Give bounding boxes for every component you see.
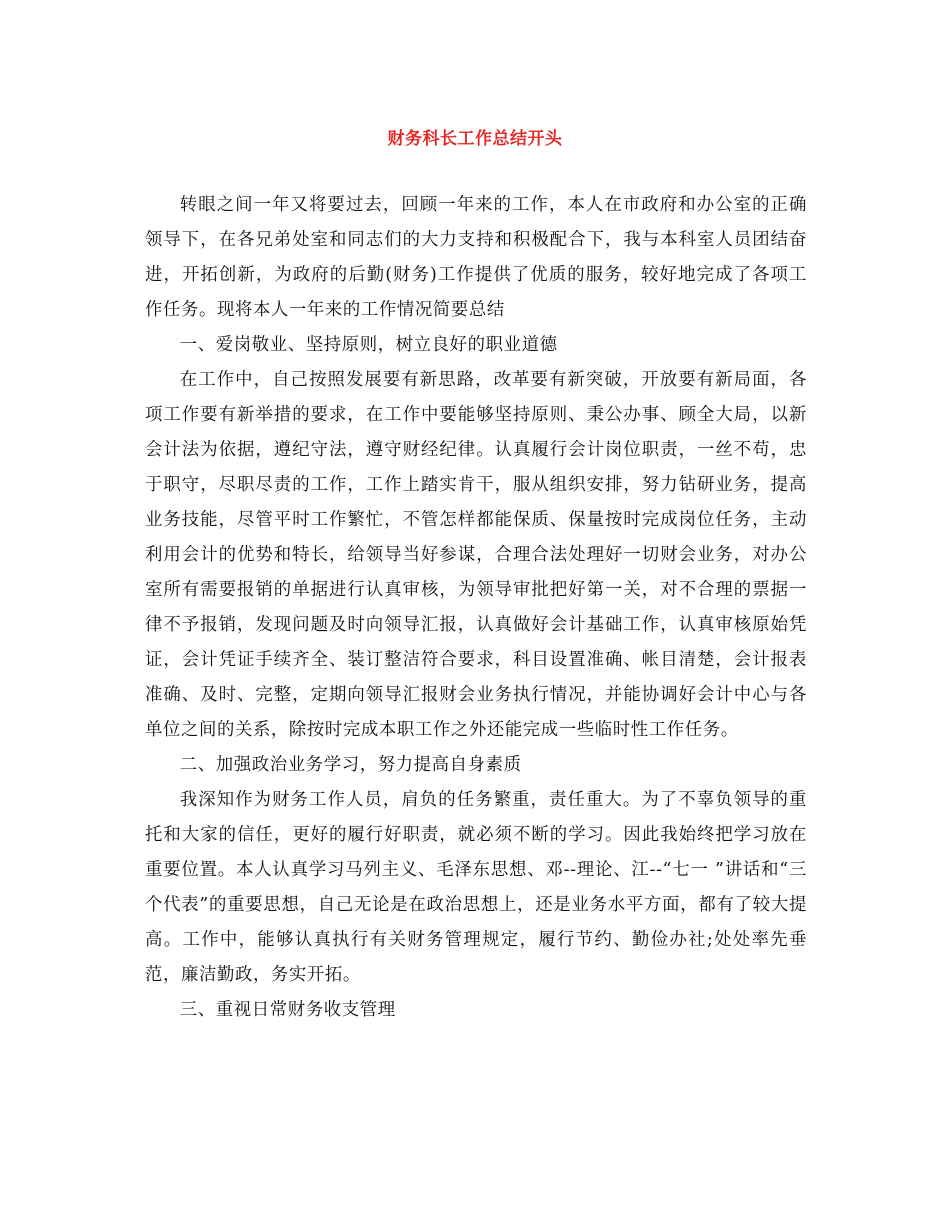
section-heading-2: 二、加强政治业务学习，努力提高自身素质 (179, 755, 522, 775)
paragraph-section-2: 我深知作为财务工作人员，肩负的任务繁重，责任重大。为了不辜负领导的重托和大家的信任，更好的履行好职责，就必须不断的学习。因此我始终把学习放在重要位置。本人认真学习马列主义、毛泽东思想、邓--理论、江--“七一 ”讲话和“三个代表”的重要思想，自己无论是在政治思想上，还是业务水平方面，都有了较大提高。工作中，能够认真执行有关财务管理规定，履行节约、勤俭办社;处处率先垂范，廉洁勤政，务实开拓。 (145, 790, 807, 985)
paragraph-section-1: 在工作中，自己按照发展要有新思路，改革要有新突破，开放要有新局面，各项工作要有新举措的要求，在工作中要能够坚持原则、秉公办事、顾全大局，以新会计法为依据，遵纪守法，遵守财经纪律。认真履行会计岗位职责，一丝不苟，忠于职守，尽职尽责的工作，工作上踏实肯干，服从组织安排，努力钻研业务，提高业务技能，尽管平时工作繁忙，不管怎样都能保质、保量按时完成岗位任务，主动利用会计的优势和特长，给领导当好参谋，合理合法处理好一切财会业务，对办公室所有需要报销的单据进行认真审核，为领导审批把好第一关，对不合理的票据一律不予报销，发现问题及时向领导汇报，认真做好会计基础工作，认真审核原始凭证，会计凭证手续齐全、装订整洁符合要求，科目设置准确、帐目清楚，会计报表准确、及时、完整，定期向领导汇报财会业务执行情况，并能协调好会计中心与各单位之间的关系，除按时完成本职工作之外还能完成一些临时性工作任务。 (145, 370, 807, 740)
document-body (145, 188, 807, 1028)
section-heading-1: 一、爱岗敬业、坚持原则，树立良好的职业道德 (179, 335, 558, 355)
section-heading-3: 三、重视日常财务收支管理 (179, 1000, 396, 1020)
document-title: 财务科长工作总结开头 (387, 129, 563, 149)
paragraph-intro: 转眼之间一年又将要过去，回顾一年来的工作，本人在市政府和办公室的正确领导下，在各兄弟处室和同志们的大力支持和积极配合下，我与本科室人员团结奋进，开拓创新，为政府的后勤(财务)工作提供了优质的服务，较好地完成了各项工作任务。现将本人一年来的工作情况简要总结 (145, 195, 807, 320)
